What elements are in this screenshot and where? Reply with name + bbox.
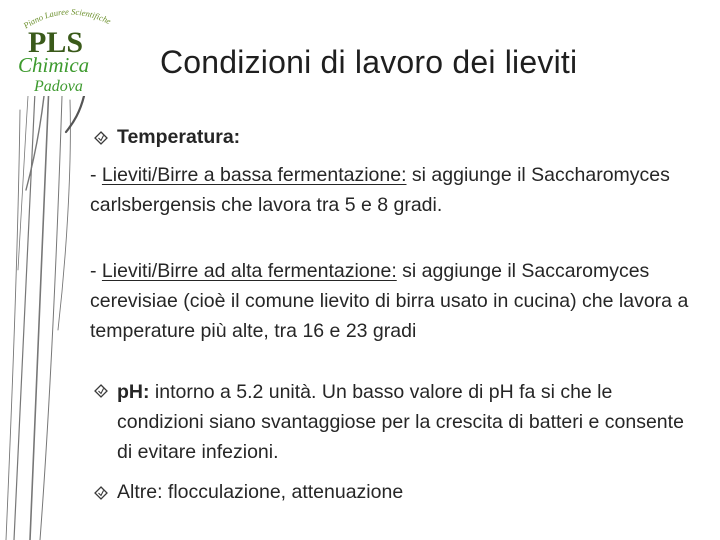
- logo-padova: Padova: [34, 78, 83, 95]
- high-fermentation-text: si aggiunge il Saccaromyces cerevisiae (cioè il comune lievito di birra usato in cucina) che lavora a temperature più alte, tra 16 e 23 gradi: [90, 260, 689, 342]
- ph-label: pH:: [117, 381, 150, 403]
- logo-chimica: Chimica: [18, 53, 90, 77]
- high-fermentation-heading: Lieviti/Birre ad alta fermentazione:: [101, 260, 397, 282]
- logo-arc-text: Piano Lauree Scientifiche: [21, 6, 113, 31]
- diamond-bullet-icon: [94, 131, 108, 145]
- dash: -: [90, 260, 102, 282]
- low-fermentation-heading: Lieviti/Birre a bassa fermentazione:: [101, 164, 407, 186]
- logo-pls: PLS: [28, 26, 84, 59]
- low-fermentation-text: si aggiunge il Saccharomyces carlsbergensis che lavora tra 5 e 8 gradi.: [90, 164, 670, 216]
- altre-item: Altre: flocculazione, attenuazione: [117, 481, 404, 503]
- ph-paragraph: [117, 377, 697, 467]
- ph-text: intorno a 5.2 unità. Un basso valore di pH fa si che le condizioni siano svantaggiose per la crescita di batteri e consente di evitare infezioni.: [117, 381, 684, 463]
- slide-title: Condizioni di lavoro dei lieviti: [160, 44, 578, 80]
- low-fermentation-paragraph: [90, 160, 690, 220]
- dash: -: [90, 164, 102, 186]
- diamond-bullet-icon: [94, 384, 108, 398]
- diamond-bullet-icon: [94, 486, 108, 500]
- pls-chimica-padova-logo: [12, 4, 122, 96]
- temperature-label: Temperatura:: [117, 126, 241, 148]
- high-fermentation-paragraph: [90, 256, 690, 346]
